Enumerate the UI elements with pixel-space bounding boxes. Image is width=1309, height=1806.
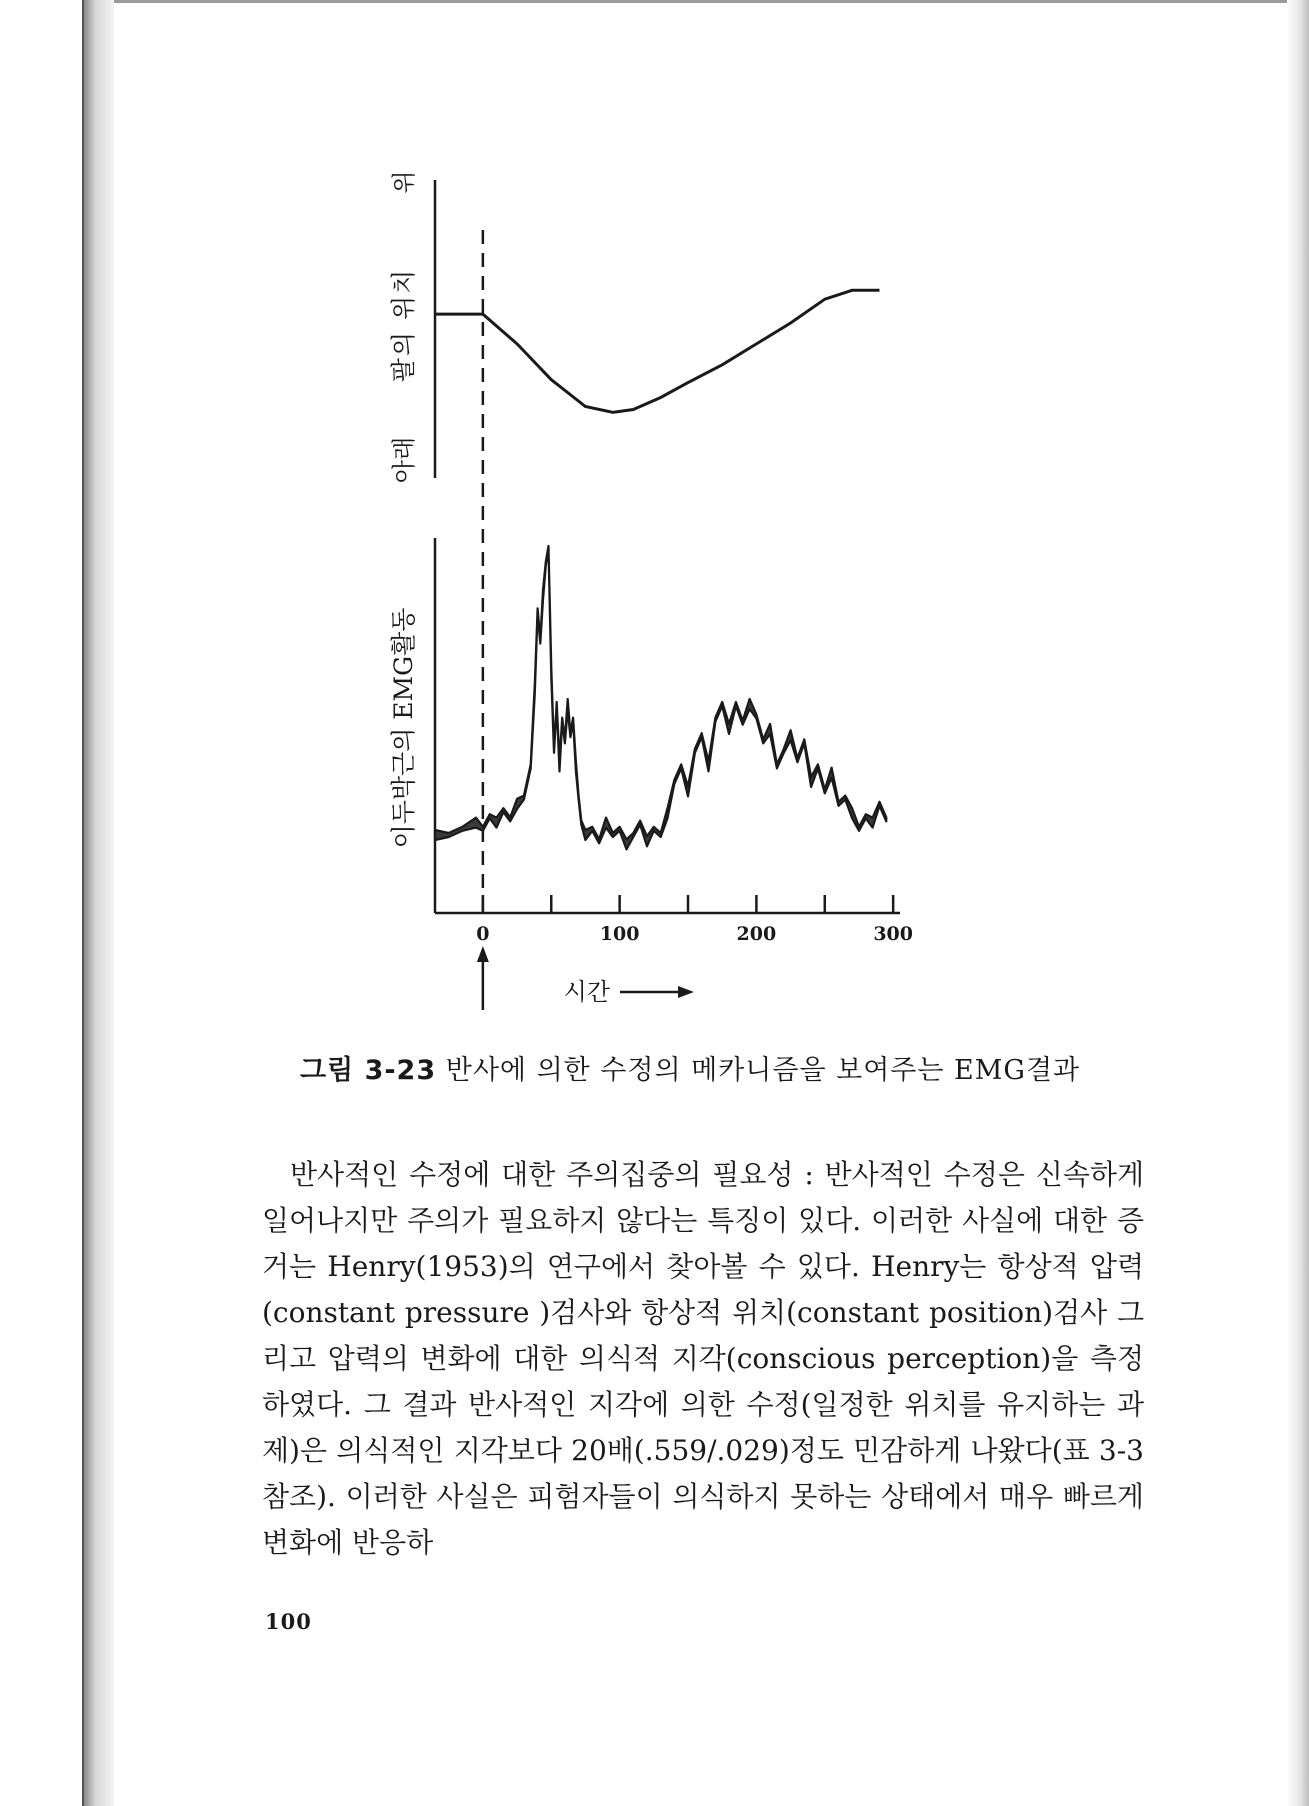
page-number: 100	[265, 1609, 312, 1634]
time-axis-label: 시간	[563, 978, 610, 1006]
x-tick-label-100: 100	[599, 923, 640, 945]
x-tick-label-300: 300	[873, 923, 913, 945]
arm-position-ytick-top: 위	[390, 170, 418, 194]
emg-ylabel: 이두박근의 EMG활동	[389, 607, 418, 849]
time-arrow-icon	[620, 986, 694, 998]
body-paragraph: 반사적인 수정에 대한 주의집중의 필요성 : 반사적인 수정은 신속하게 일어나지만 주의가 필요하지 않다는 특징이 있다. 이러한 사실에 대한 증거는 Henry(1953)의 연구에서 찾아볼 수 있다. Henry는 항상적 압력(constant pressure )검사와 항상적 위치(constant position)검사 그리고 압력의 변화에 대한 의식적 지각(conscious perception)을 측정하였다. 그 결과 반사적인 지각에 의한 수정(일정한 위치를 유지하는 과제)은 의식적인 지각보다 20배(.559/.029)정도 민감하게 나왔다(표 3-3 참조). 이러한 사실은 피험자들이 의식하지 못하는 상태에서 매우 빠르게 변화에 반응하	[262, 1158, 1144, 1559]
figure-caption-text: 반사에 의한 수정의 메카니즘을 보여주는 EMG결과	[445, 1055, 1081, 1086]
x-tick-label-200: 200	[736, 923, 777, 945]
arm-position-ylabel: 팔의 위치	[389, 267, 418, 383]
emg-figure	[360, 160, 940, 1024]
page-top-edge	[82, 0, 1309, 3]
emg-figure-svg	[360, 160, 940, 1020]
body-text	[262, 1152, 1144, 1566]
x-tick-label-0: 0	[476, 923, 490, 945]
page-right-edge	[1287, 0, 1309, 1806]
figure-caption	[300, 1048, 1100, 1087]
arm-position-ytick-bottom: 아래	[390, 436, 418, 484]
figure-caption-number: 그림 3-23	[300, 1055, 437, 1086]
book-spine-edge	[82, 0, 114, 1806]
emg-activity-band	[435, 546, 886, 849]
stimulus-arrow-icon	[477, 946, 489, 1010]
arm-position-curve	[435, 290, 880, 412]
